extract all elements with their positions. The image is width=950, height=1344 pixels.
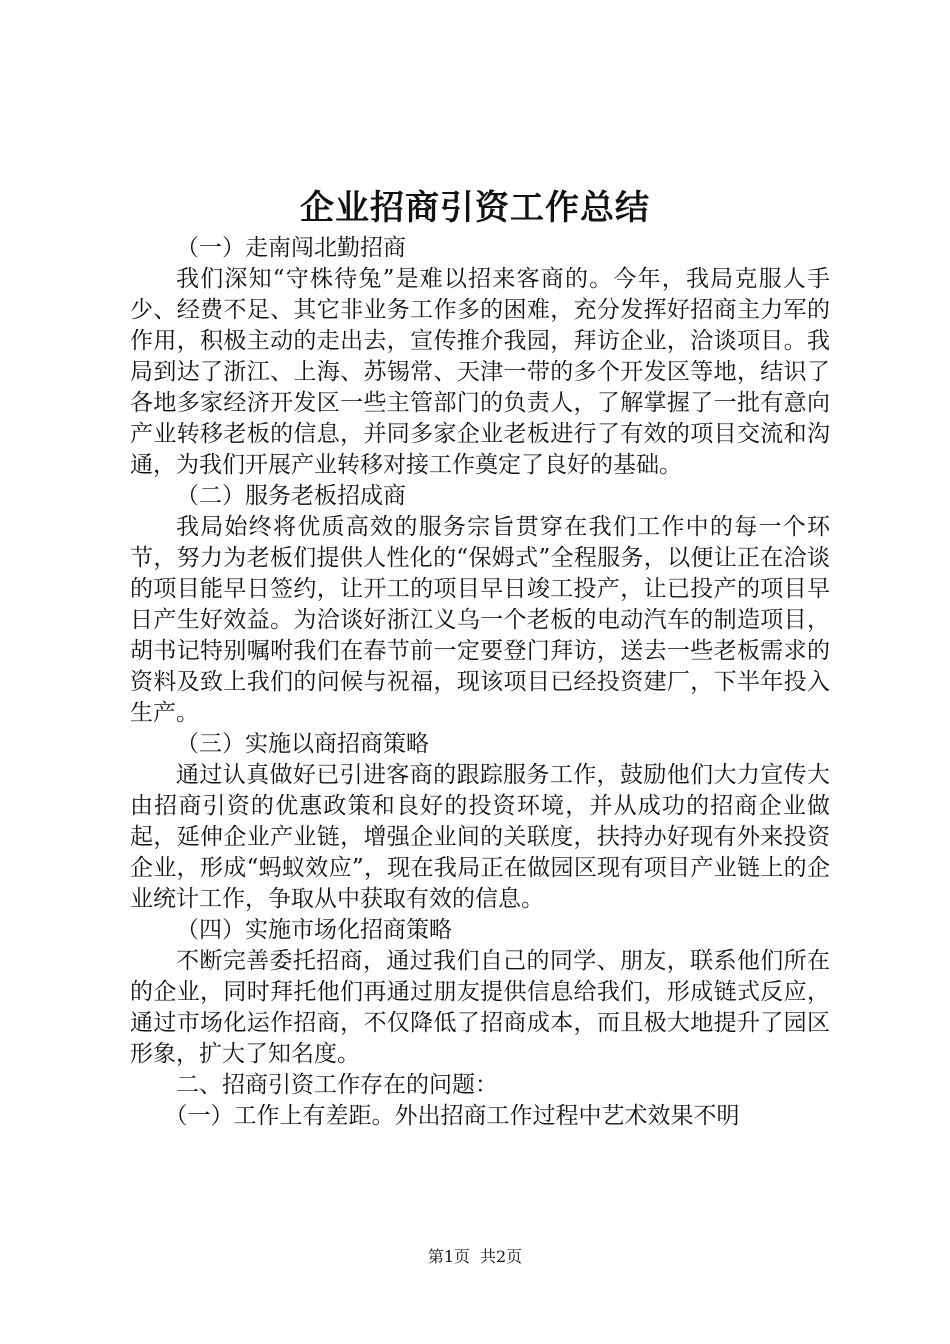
body-paragraph-3: 通过认真做好已引进客商的跟踪服务工作，鼓励他们大力宣传大由招商引资的优惠政策和良好的投资环境，并从成功的招商企业做起，延伸企业产业链，增强企业间的关联度，扶持办好现有外来投资企业，形成“蚂蚁效应”，现在我局正在做园区现有项目产业链上的企业统计工作，争取从中获取有效的信息。 [130, 762, 830, 912]
body-paragraph-4: 不断完善委托招商，通过我们自己的同学、朋友，联系他们所在的企业，同时拜托他们再通过朋友提供信息给我们，形成链式反应，通过市场化运作招商，不仅降低了招商成本，而且极大地提升了园区形象，扩大了知名度。 [130, 948, 830, 1067]
page-number-current: 第1页 [427, 1247, 470, 1266]
section-heading-1: （一）走南闯北勤招商 [176, 235, 406, 261]
page-footer [0, 1247, 950, 1267]
problem-paragraph-1: （一）工作上有差距。外出招商工作过程中艺术效果不明 [164, 1103, 740, 1129]
section-heading-problems: 二、招商引资工作存在的问题： [176, 1072, 498, 1098]
document-title: 企业招商引资工作总结 [300, 188, 650, 228]
section-heading-2: （二）服务老板招成商 [176, 483, 406, 509]
section-heading-3: （三）实施以商招商策略 [176, 731, 429, 757]
section-heading-4: （四）实施市场化招商策略 [176, 917, 452, 943]
page-number-total: 共2页 [480, 1247, 523, 1266]
body-paragraph-2: 我局始终将优质高效的服务宗旨贯穿在我们工作中的每一个环节，努力为老板们提供人性化的“保姆式”全程服务，以便让正在洽谈的项目能早日签约，让开工的项目早日竣工投产，让已投产的项目早日产生好效益。为洽谈好浙江义乌一个老板的电动汽车的制造项目，胡书记特别嘱咐我们在春节前一定要登门拜访，送去一些老板需求的资料及致上我们的问候与祝福，现该项目已经投资建厂，下半年投入生产。 [130, 514, 830, 726]
body-paragraph-1: 我们深知“守株待兔”是难以招来客商的。今年，我局克服人手少、经费不足、其它非业务工作多的困难，充分发挥好招商主力军的作用，积极主动的走出去，宣传推介我园，拜访企业，洽谈项目。我局到达了浙江、上海、苏锡常、天津一带的多个开发区等地，结识了各地多家经济开发区一些主管部门的负责人，了解掌握了一批有意向产业转移老板的信息，并同多家企业老板进行了有效的项目交流和沟通，为我们开展产业转移对接工作奠定了良好的基础。 [130, 266, 830, 478]
document-body [130, 233, 830, 1132]
